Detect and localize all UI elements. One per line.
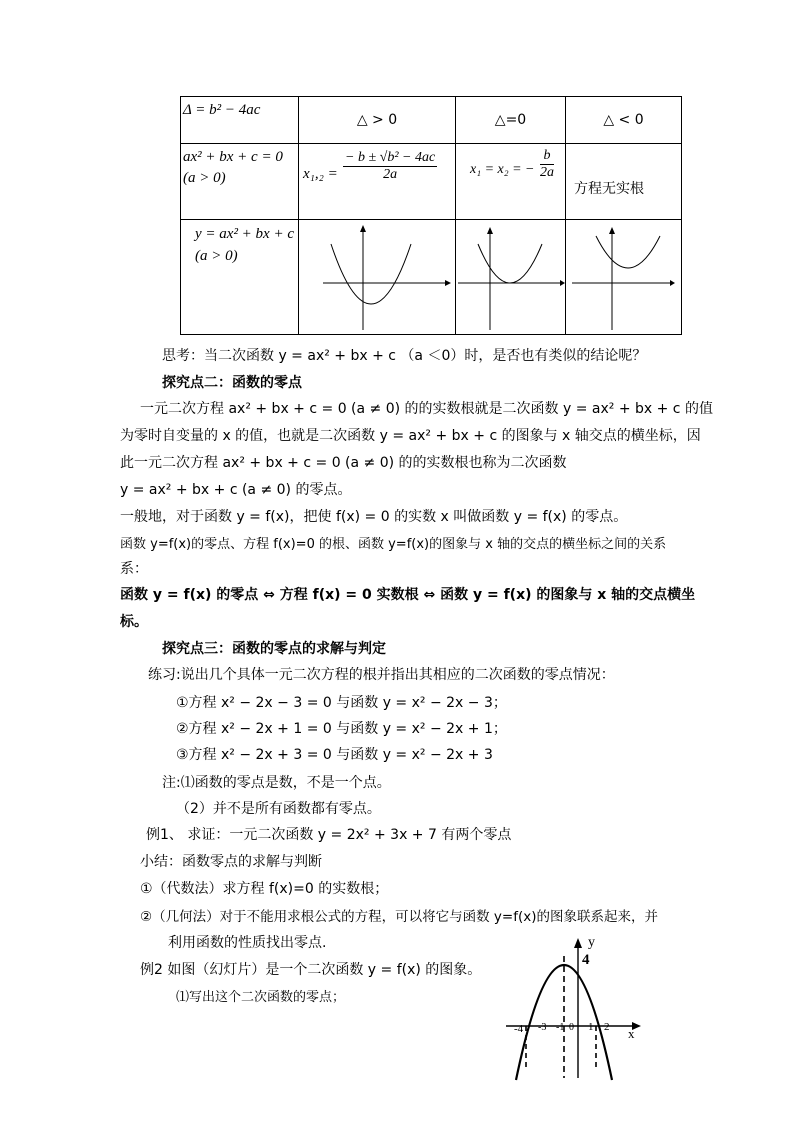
function-condition: (a > 0) bbox=[195, 248, 238, 264]
roots-formula bbox=[343, 150, 437, 183]
relation-line: 函数 y=f(x)的零点、方程 f(x)=0 的根、函数 y=f(x)的图象与 x 轴的交点的横坐标之间的关系 bbox=[120, 537, 667, 552]
roots-denominator: 2a bbox=[383, 167, 398, 182]
parabola-two-roots bbox=[299, 220, 455, 334]
paragraph-line: 一元二次方程 ax² + bx + c = 0 (a ≠ 0) 的的实数根就是二次函数 y = ax² + bx + c 的值 bbox=[140, 401, 713, 417]
equation-label: ax² + bx + c = 0 bbox=[183, 149, 283, 165]
tick-label: -1 bbox=[556, 1022, 565, 1033]
practice-item: ②方程 x² − 2x + 1 = 0 与函数 y = x² − 2x + 1； bbox=[176, 721, 507, 737]
tick-label: -4 bbox=[514, 1023, 524, 1035]
practice-item: ③方程 x² − 2x + 3 = 0 与函数 y = x² − 2x + 3 bbox=[176, 747, 493, 763]
no-roots-cell bbox=[566, 144, 682, 220]
parabola-no-root bbox=[566, 220, 681, 334]
tick-label: 2 bbox=[604, 1021, 610, 1033]
delta-definition: Δ = b² − 4ac bbox=[183, 102, 261, 118]
graph-one-root-cell bbox=[456, 220, 566, 335]
header-label: △=0 bbox=[494, 112, 527, 128]
roots-two-cell bbox=[299, 144, 456, 220]
note-line: 注:⑴函数的零点是数，不是一个点。 bbox=[162, 775, 391, 791]
double-root-formula bbox=[540, 148, 554, 181]
tick-label: 0 bbox=[569, 1022, 574, 1033]
example-2: 例2 如图（幻灯片）是一个二次函数 y = f(x) 的图象。 bbox=[140, 962, 482, 978]
roots-numerator: − b ± √b² − 4ac bbox=[345, 150, 436, 165]
note-line: （2）并不是所有函数都有零点。 bbox=[176, 801, 381, 817]
paragraph-line: 为零时自变量的 x 的值，也就是二次函数 y = ax² + bx + c 的图象与 x 轴交点的横坐标，因 bbox=[120, 428, 701, 444]
paragraph-line: y = ax² + bx + c (a ≠ 0) 的零点。 bbox=[120, 482, 352, 498]
equivalence-statement: 函数 y = f(x) 的零点 ⇔ 方程 f(x) = 0 实数根 ⇔ 函数 y = f(x) 的图象与 x 轴的交点横坐 bbox=[120, 587, 696, 603]
practice-prompt: 练习:说出几个具体一元二次方程的根并指出其相应的二次函数的零点情况： bbox=[148, 667, 615, 683]
method-geometric: ②（几何法）对于不能用求根公式的方程，可以将它与函数 y=f(x)的图象联系起来，并 bbox=[140, 909, 658, 925]
paragraph-line: 此一元二次方程 ax² + bx + c = 0 (a ≠ 0) 的的实数根也称为二次函数 bbox=[120, 455, 567, 471]
double-root-lhs: x₁ = x₂ = − bbox=[470, 162, 535, 177]
roots-lhs: x₁,₂ = bbox=[303, 166, 338, 182]
delta-definition-cell bbox=[181, 97, 299, 144]
parabola-one-root bbox=[456, 220, 565, 334]
relation-line: 系： bbox=[120, 561, 148, 577]
no-real-roots: 方程无实根 bbox=[574, 181, 644, 197]
section-2-title: 探究点二：函数的零点 bbox=[162, 375, 302, 391]
tick-label: -3 bbox=[538, 1022, 547, 1033]
delta-positive-header bbox=[299, 97, 456, 144]
example-2-question: ⑴写出这个二次函数的零点； bbox=[176, 990, 346, 1005]
x-axis-label: x bbox=[628, 1026, 635, 1041]
discriminant-table bbox=[180, 96, 682, 335]
double-root-numerator: b bbox=[540, 148, 554, 165]
header-label: △ > 0 bbox=[356, 112, 398, 128]
summary-title: 小结：函数零点的求解与判断 bbox=[140, 854, 322, 870]
graph-label-cell bbox=[181, 220, 299, 335]
graph-two-roots-cell bbox=[299, 220, 456, 335]
method-algebraic: ①（代数法）求方程 f(x)=0 的实数根； bbox=[140, 881, 389, 897]
roots-double-cell bbox=[456, 144, 566, 220]
method-geometric: 利用函数的性质找出零点. bbox=[168, 935, 327, 951]
tick-label: 1 bbox=[588, 1021, 594, 1033]
vertex-value-label: 4 bbox=[582, 952, 590, 968]
section-3-title: 探究点三：函数的零点的求解与判定 bbox=[162, 641, 386, 657]
delta-negative-header bbox=[566, 97, 682, 144]
function-label: y = ax² + bx + c bbox=[195, 226, 294, 242]
equivalence-statement: 标。 bbox=[120, 614, 148, 630]
think-question: 思考：当二次函数 y = ax² + bx + c （a ＜0）时，是否也有类似的结论呢？ bbox=[162, 348, 647, 364]
delta-zero-header bbox=[456, 97, 566, 144]
example-2-graph bbox=[496, 930, 646, 1082]
example-1: 例1、 求证：一元二次函数 y = 2x² + 3x + 7 有两个零点 bbox=[146, 827, 512, 843]
double-root-denominator: 2a bbox=[540, 165, 554, 180]
header-label: △ < 0 bbox=[603, 112, 644, 128]
graph-no-root-cell bbox=[566, 220, 682, 335]
equation-label-cell bbox=[181, 144, 299, 220]
equation-condition: (a > 0) bbox=[183, 170, 226, 186]
y-axis-label: y bbox=[588, 935, 595, 950]
practice-item: ①方程 x² − 2x − 3 = 0 与函数 y = x² − 2x − 3； bbox=[176, 695, 507, 711]
y-axis-arrow bbox=[574, 938, 582, 948]
definition-line: 一般地，对于函数 y = f(x)，把使 f(x) = 0 的实数 x 叫做函数 y = f(x) 的零点。 bbox=[120, 509, 628, 525]
